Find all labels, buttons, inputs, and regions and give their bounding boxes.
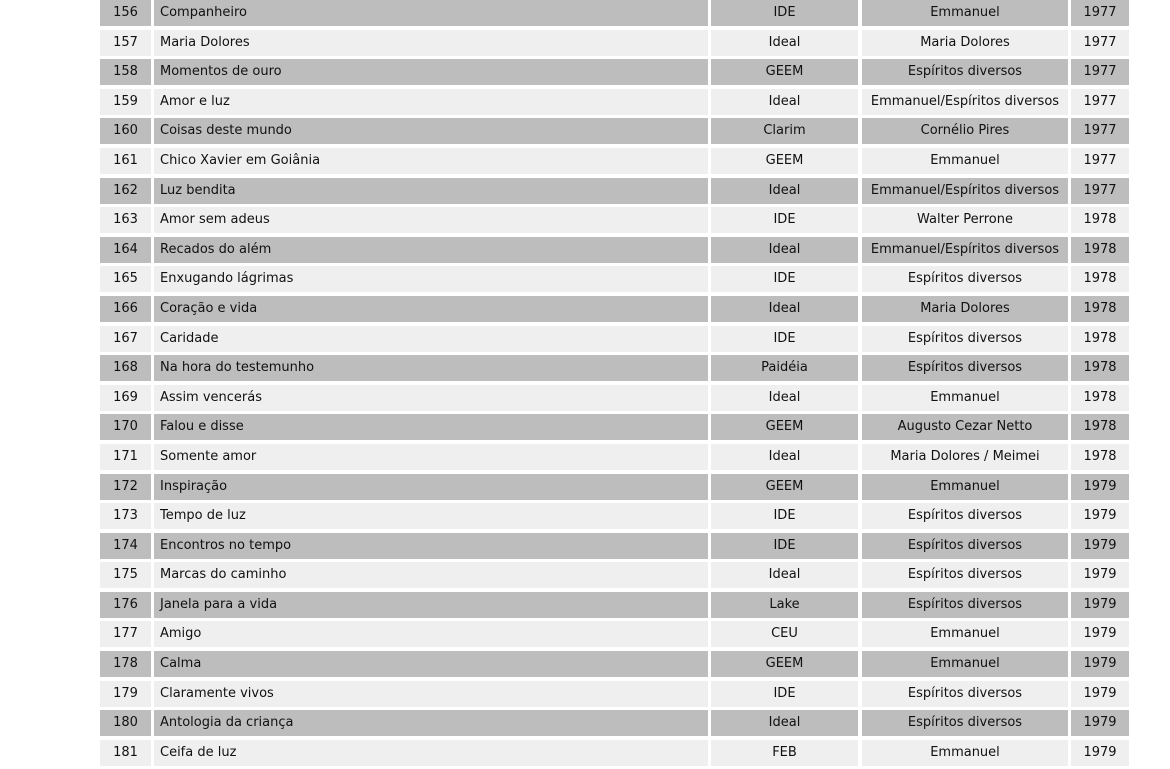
publisher-cell: Paidéia — [711, 355, 858, 381]
book-title-cell: Somente amor — [154, 444, 708, 470]
book-title-cell: Amor sem adeus — [154, 207, 708, 233]
row-number-cell: 156 — [100, 0, 151, 26]
book-title-cell: Assim vencerás — [154, 385, 708, 411]
row-number-cell: 170 — [100, 414, 151, 440]
author-cell: Espíritos diversos — [862, 59, 1068, 85]
author-cell: Espíritos diversos — [862, 681, 1068, 707]
year-cell: 1979 — [1071, 474, 1129, 500]
year-cell: 1978 — [1071, 326, 1129, 352]
publisher-cell: Ideal — [711, 385, 858, 411]
author-cell: Augusto Cezar Netto — [862, 414, 1068, 440]
book-title-cell: Encontros no tempo — [154, 533, 708, 559]
row-number-cell: 166 — [100, 296, 151, 322]
publisher-cell: Ideal — [711, 710, 858, 736]
publisher-cell: GEEM — [711, 651, 858, 677]
year-cell: 1979 — [1071, 533, 1129, 559]
year-cell: 1978 — [1071, 237, 1129, 263]
year-cell: 1977 — [1071, 118, 1129, 144]
author-cell: Espíritos diversos — [862, 533, 1068, 559]
publisher-cell: Ideal — [711, 296, 858, 322]
author-cell: Espíritos diversos — [862, 326, 1068, 352]
year-cell: 1977 — [1071, 178, 1129, 204]
row-number-cell: 176 — [100, 592, 151, 618]
author-cell: Emmanuel/Espíritos diversos — [862, 178, 1068, 204]
book-title-cell: Coração e vida — [154, 296, 708, 322]
row-number-cell: 173 — [100, 503, 151, 529]
row-number-cell: 160 — [100, 118, 151, 144]
year-cell: 1979 — [1071, 710, 1129, 736]
table-row — [100, 681, 1117, 711]
row-number-cell: 158 — [100, 59, 151, 85]
publisher-cell: Ideal — [711, 237, 858, 263]
table-row — [100, 118, 1117, 148]
row-number-cell: 165 — [100, 266, 151, 292]
publisher-cell: Ideal — [711, 562, 858, 588]
author-cell: Emmanuel — [862, 0, 1068, 26]
table-row — [100, 562, 1117, 592]
author-cell: Maria Dolores — [862, 30, 1068, 56]
book-title-cell: Enxugando lágrimas — [154, 266, 708, 292]
year-cell: 1978 — [1071, 444, 1129, 470]
book-title-cell: Companheiro — [154, 0, 708, 26]
table-row — [100, 474, 1117, 504]
book-title-cell: Inspiração — [154, 474, 708, 500]
table-row — [100, 237, 1117, 267]
publisher-cell: GEEM — [711, 414, 858, 440]
year-cell: 1979 — [1071, 562, 1129, 588]
book-title-cell: Antologia da criança — [154, 710, 708, 736]
year-cell: 1978 — [1071, 355, 1129, 381]
row-number-cell: 159 — [100, 89, 151, 115]
author-cell: Emmanuel — [862, 474, 1068, 500]
table-row — [100, 59, 1117, 89]
publisher-cell: Clarim — [711, 118, 858, 144]
year-cell: 1979 — [1071, 621, 1129, 647]
publisher-cell: FEB — [711, 740, 858, 766]
table-row — [100, 0, 1117, 30]
table-row — [100, 89, 1117, 119]
table-row — [100, 326, 1117, 356]
row-number-cell: 167 — [100, 326, 151, 352]
row-number-cell: 179 — [100, 681, 151, 707]
row-number-cell: 174 — [100, 533, 151, 559]
author-cell: Espíritos diversos — [862, 503, 1068, 529]
year-cell: 1977 — [1071, 0, 1129, 26]
year-cell: 1977 — [1071, 89, 1129, 115]
table-row — [100, 207, 1117, 237]
publisher-cell: IDE — [711, 503, 858, 529]
book-title-cell: Na hora do testemunho — [154, 355, 708, 381]
author-cell: Emmanuel — [862, 740, 1068, 766]
table-row — [100, 385, 1117, 415]
book-title-cell: Calma — [154, 651, 708, 677]
row-number-cell: 163 — [100, 207, 151, 233]
row-number-cell: 180 — [100, 710, 151, 736]
book-title-cell: Claramente vivos — [154, 681, 708, 707]
author-cell: Espíritos diversos — [862, 562, 1068, 588]
table-row — [100, 592, 1117, 622]
row-number-cell: 171 — [100, 444, 151, 470]
publisher-cell: GEEM — [711, 148, 858, 174]
table-row — [100, 414, 1117, 444]
row-number-cell: 164 — [100, 237, 151, 263]
author-cell: Espíritos diversos — [862, 266, 1068, 292]
book-title-cell: Luz bendita — [154, 178, 708, 204]
publisher-cell: IDE — [711, 207, 858, 233]
publisher-cell: IDE — [711, 0, 858, 26]
table-row — [100, 503, 1117, 533]
author-cell: Emmanuel/Espíritos diversos — [862, 89, 1068, 115]
publisher-cell: GEEM — [711, 59, 858, 85]
book-title-cell: Maria Dolores — [154, 30, 708, 56]
table-row — [100, 710, 1117, 740]
publisher-cell: Ideal — [711, 89, 858, 115]
author-cell: Walter Perrone — [862, 207, 1068, 233]
year-cell: 1979 — [1071, 740, 1129, 766]
year-cell: 1979 — [1071, 651, 1129, 677]
book-title-cell: Amor e luz — [154, 89, 708, 115]
row-number-cell: 181 — [100, 740, 151, 766]
author-cell: Emmanuel — [862, 385, 1068, 411]
year-cell: 1979 — [1071, 592, 1129, 618]
year-cell: 1978 — [1071, 296, 1129, 322]
publisher-cell: CEU — [711, 621, 858, 647]
table-row — [100, 296, 1117, 326]
year-cell: 1977 — [1071, 59, 1129, 85]
row-number-cell: 172 — [100, 474, 151, 500]
row-number-cell: 161 — [100, 148, 151, 174]
table-row — [100, 740, 1117, 769]
year-cell: 1978 — [1071, 266, 1129, 292]
row-number-cell: 175 — [100, 562, 151, 588]
author-cell: Emmanuel/Espíritos diversos — [862, 237, 1068, 263]
book-title-cell: Recados do além — [154, 237, 708, 263]
author-cell: Emmanuel — [862, 148, 1068, 174]
book-title-cell: Amigo — [154, 621, 708, 647]
table-row — [100, 178, 1117, 208]
table-row — [100, 444, 1117, 474]
author-cell: Emmanuel — [862, 651, 1068, 677]
year-cell: 1977 — [1071, 148, 1129, 174]
author-cell: Espíritos diversos — [862, 355, 1068, 381]
row-number-cell: 162 — [100, 178, 151, 204]
table-row — [100, 266, 1117, 296]
author-cell: Espíritos diversos — [862, 592, 1068, 618]
author-cell: Emmanuel — [862, 621, 1068, 647]
author-cell: Espíritos diversos — [862, 710, 1068, 736]
table-row — [100, 533, 1117, 563]
table-row — [100, 148, 1117, 178]
row-number-cell: 177 — [100, 621, 151, 647]
publisher-cell: IDE — [711, 326, 858, 352]
row-number-cell: 178 — [100, 651, 151, 677]
publisher-cell: IDE — [711, 681, 858, 707]
book-title-cell: Tempo de luz — [154, 503, 708, 529]
publisher-cell: IDE — [711, 533, 858, 559]
publisher-cell: Ideal — [711, 444, 858, 470]
book-title-cell: Chico Xavier em Goiânia — [154, 148, 708, 174]
book-title-cell: Ceifa de luz — [154, 740, 708, 766]
year-cell: 1979 — [1071, 503, 1129, 529]
table-row — [100, 355, 1117, 385]
year-cell: 1978 — [1071, 385, 1129, 411]
publisher-cell: Ideal — [711, 178, 858, 204]
publisher-cell: IDE — [711, 266, 858, 292]
table-row — [100, 651, 1117, 681]
book-title-cell: Caridade — [154, 326, 708, 352]
book-title-cell: Marcas do caminho — [154, 562, 708, 588]
publisher-cell: Lake — [711, 592, 858, 618]
row-number-cell: 169 — [100, 385, 151, 411]
year-cell: 1977 — [1071, 30, 1129, 56]
year-cell: 1978 — [1071, 207, 1129, 233]
table-row — [100, 30, 1117, 60]
book-title-cell: Janela para a vida — [154, 592, 708, 618]
book-title-cell: Coisas deste mundo — [154, 118, 708, 144]
year-cell: 1978 — [1071, 414, 1129, 440]
year-cell: 1979 — [1071, 681, 1129, 707]
book-table — [100, 0, 1117, 769]
book-title-cell: Momentos de ouro — [154, 59, 708, 85]
book-title-cell: Falou e disse — [154, 414, 708, 440]
author-cell: Maria Dolores / Meimei — [862, 444, 1068, 470]
author-cell: Maria Dolores — [862, 296, 1068, 322]
publisher-cell: Ideal — [711, 30, 858, 56]
publisher-cell: GEEM — [711, 474, 858, 500]
author-cell: Cornélio Pires — [862, 118, 1068, 144]
row-number-cell: 157 — [100, 30, 151, 56]
row-number-cell: 168 — [100, 355, 151, 381]
table-row — [100, 621, 1117, 651]
